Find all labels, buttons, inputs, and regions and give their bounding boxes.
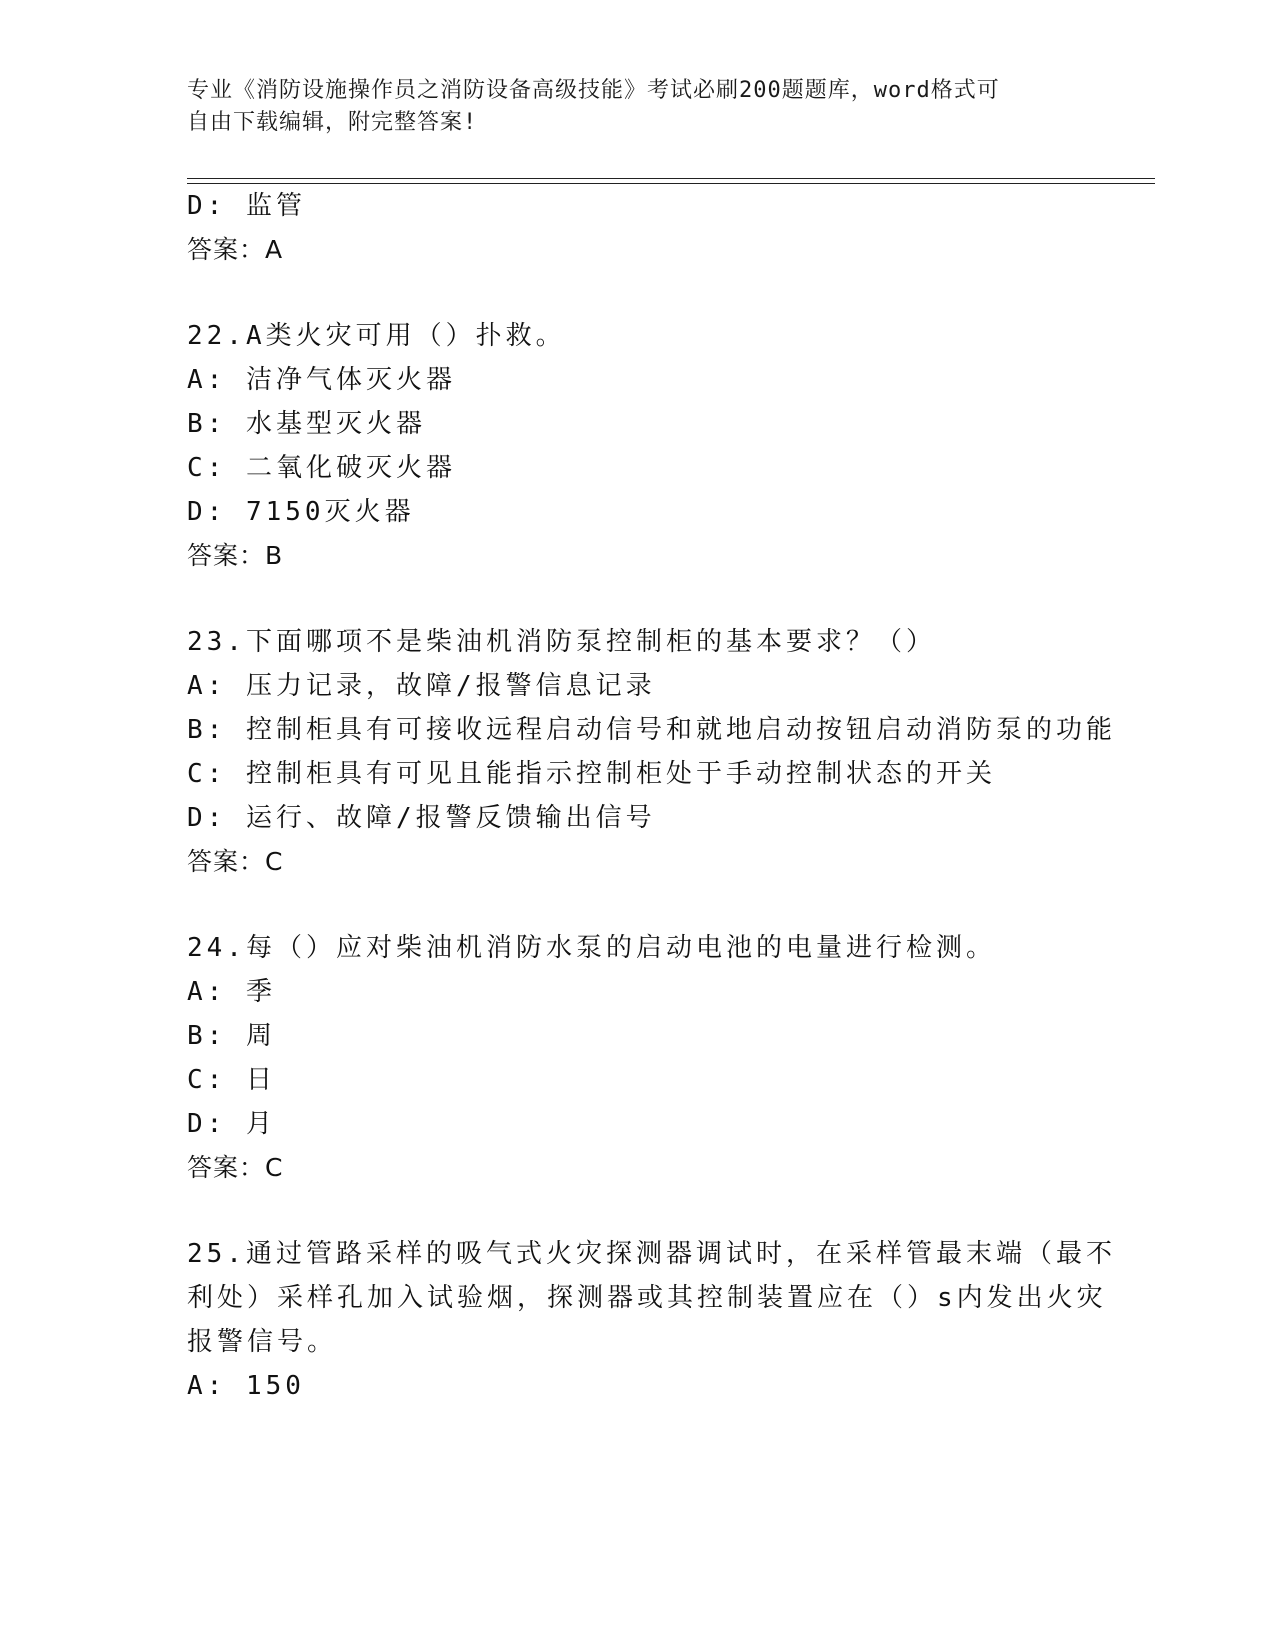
q24-answer: 答案：C bbox=[187, 1153, 284, 1182]
q24-option-c: C: 日 bbox=[187, 1065, 276, 1095]
header-line-1: 专业《消防设施操作员之消防设备高级技能》考试必刷200题题库，word格式可 bbox=[187, 78, 1000, 103]
q22-option-c: C: 二氧化破灭火器 bbox=[187, 453, 456, 483]
q22-option-d: D: 7150灭火器 bbox=[187, 497, 415, 527]
q25-stem-line-3: 报警信号。 bbox=[187, 1327, 338, 1357]
q23-stem: 23.下面哪项不是柴油机消防泵控制柜的基本要求？（） bbox=[187, 627, 936, 657]
q22-option-b: B: 水基型灭火器 bbox=[187, 409, 426, 439]
q24-option-b: B: 周 bbox=[187, 1021, 276, 1051]
q23-answer: 答案：C bbox=[187, 847, 284, 876]
q24-option-a: A: 季 bbox=[187, 977, 276, 1007]
document-header bbox=[187, 75, 1087, 139]
q24-stem: 24.每（）应对柴油机消防水泵的启动电池的电量进行检测。 bbox=[187, 933, 996, 963]
q22-answer: 答案：B bbox=[187, 541, 284, 570]
q25-stem-line-1: 25.通过管路采样的吸气式火灾探测器调试时，在采样管最末端（最不 bbox=[187, 1239, 1116, 1269]
q23-option-a: A: 压力记录，故障/报警信息记录 bbox=[187, 671, 656, 701]
header-rule-bottom bbox=[187, 183, 1155, 184]
q22-stem: 22.A类火灾可用（）扑救。 bbox=[187, 321, 566, 351]
q23-option-d: D: 运行、故障/报警反馈输出信号 bbox=[187, 803, 656, 833]
q25-stem-line-2: 利处）采样孔加入试验烟，探测器或其控制装置应在（）s内发出火灾 bbox=[187, 1283, 1107, 1313]
q25-option-a: A: 150 bbox=[187, 1371, 305, 1401]
q22-option-a: A: 洁净气体灭火器 bbox=[187, 365, 456, 395]
header-line-2: 自由下载编辑，附完整答案! bbox=[187, 110, 478, 135]
header-rule-top bbox=[187, 178, 1155, 179]
prev-answer: 答案：A bbox=[187, 235, 284, 264]
q23-option-c: C: 控制柜具有可见且能指示控制柜处于手动控制状态的开关 bbox=[187, 759, 996, 789]
q23-option-b: B: 控制柜具有可接收远程启动信号和就地启动按钮启动消防泵的功能 bbox=[187, 715, 1116, 745]
q24-option-d: D: 月 bbox=[187, 1109, 276, 1139]
prev-option-d: D: 监管 bbox=[187, 191, 306, 221]
